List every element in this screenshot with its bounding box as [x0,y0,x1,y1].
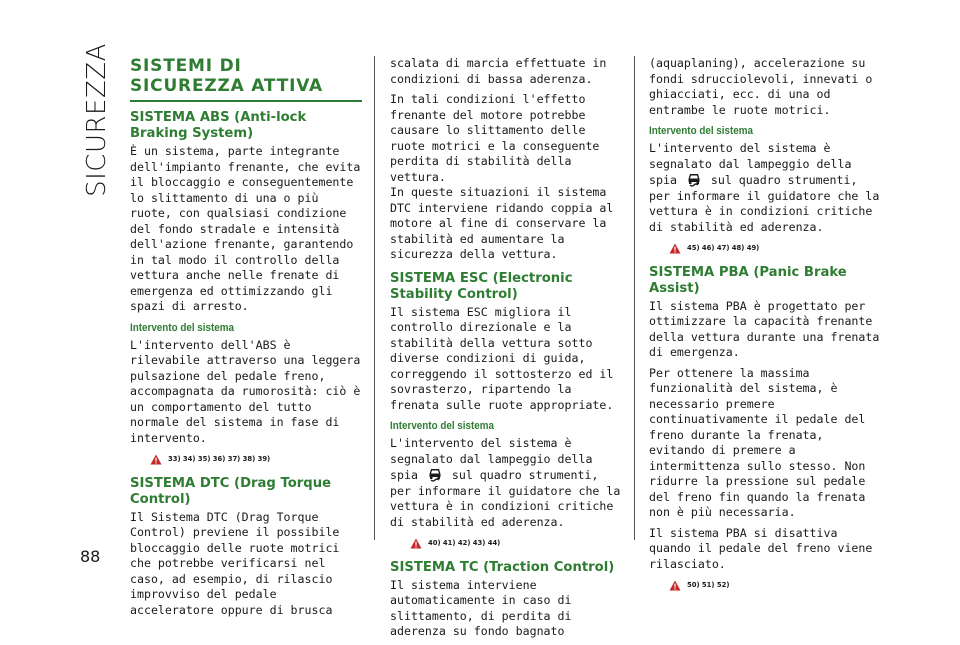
warning-note-abs [150,452,362,468]
skidding-car-warning-lamp-icon [687,172,701,188]
section-heading-tc: SISTEMA TC (Traction Control) [390,559,615,575]
pba-paragraph-3: Il sistema PBA si disattiva quando il pedale del freno viene rilasciato. [649,525,873,571]
section-heading-dtc: SISTEMA DTC (Drag Torque Control) [130,475,332,507]
pba-paragraph-1: Il sistema PBA è progettato per ottimizzare la capacità frenante della vettura durante una frenata di emergenza. [649,298,880,359]
dtc-paragraph: Il Sistema DTC (Drag Torque Control) previene il possibile bloccaggio delle ruote motrici che potrebbe verificarsi nel caso, ad esempio, di rilascio improvviso del pedale acceleratore oppure di brusca [130,509,340,617]
warning-references: 45) 46) 47) 48) 49) [687,244,760,252]
esc-intervention-text-b: sul quadro strumenti, per informare il guidatore che la vettura è in condizioni critiche di stabilità ed aderenza. [390,468,621,529]
column-divider [634,56,635,540]
warning-references: 50) 51) 52) [687,581,730,589]
warning-triangle-icon [150,454,162,465]
tc-paragraph-continued: (aquaplaning), accelerazione su fondi sdrucciolevoli, innevati o ghiacciati, ecc. di una od entrambe le ruote motrici. [649,56,873,117]
page-title: SISTEMI DI SICUREZZA ATTIVA [130,56,362,102]
warning-triangle-icon [669,580,681,591]
warning-triangle-icon [410,538,422,549]
dtc-paragraph-3: In queste situazioni il sistema DTC interviene ridando coppia al motore al fine di conservare la stabilità ed aumentare la sicurezza della vettura. [390,185,614,261]
warning-note-tc [669,241,885,257]
section-side-tab-label: SICUREZZA [82,43,113,197]
subheading-tc-intervention: Intervento del sistema [649,125,753,137]
warning-triangle-icon [669,243,681,254]
dtc-paragraph-2: In tali condizioni l'effetto frenante del motore potrebbe causare lo slittamento delle ruote motrici e la conseguente perdita di stabilità della vettura. [390,92,600,184]
esc-paragraph: Il sistema ESC migliora il controllo direzionale e la stabilità della vettura sotto diverse condizioni di guida, correggendo il sottosterzo ed il sovrasterzo, ripartendo la frenata sulle ruote appropriate. [390,304,614,412]
page-number: 88 [80,547,101,566]
skidding-car-warning-lamp-icon [428,467,442,483]
dtc-paragraph-continued: scalata di marcia effettuate in condizioni di bassa aderenza. [390,56,607,86]
tc-intervention-text-b: sul quadro strumenti, per informare il guidatore che la vettura è in condizioni critiche di stabilità ed aderenza. [649,173,880,234]
section-heading-esc: SISTEMA ESC (Electronic Stability Control) [390,270,573,302]
abs-paragraph: È un sistema, parte integrante dell'impianto frenante, che evita il bloccaggio e conseguentemente lo slittamento di una o più ruote, con qualsiasi condizione del fondo stradale e intensità dell'azione frenante, garantendo in tal modo il controllo della vettura anche nelle frenate di emergenza ed ottimizzando gli spazi di arresto. [130,144,361,313]
section-side-tab [82,43,113,197]
pba-paragraph-2: Per ottenere la massima funzionalità del sistema, è necessario premere continuativamente il pedale del freno durante la frenata, evitando di premere a intermittenza sullo stesso. Non ridurre la pressione sul pedale del freno fin quando la frenata non è più necessaria. [649,365,866,519]
text-column-1 [130,56,362,623]
esc-intervention-text-a: L'intervento del sistema è segnalato dal lampeggio della spia [390,436,593,482]
warning-references: 33) 34) 35) 36) 37) 38) 39) [168,455,271,463]
warning-note-pba [669,578,885,594]
subheading-abs-intervention: Intervento del sistema [130,321,234,334]
text-column-3 [649,56,885,602]
esc-intervention-paragraph [390,436,624,530]
column-divider [374,56,375,540]
tc-paragraph: Il sistema interviene automaticamente in caso di slittamento, di perdita di aderenza su fondo bagnato [390,577,572,638]
text-column-2 [390,56,624,645]
warning-note-esc [410,536,624,552]
section-heading-abs: SISTEMA ABS (Anti-lock Braking System) [130,110,307,141]
section-heading-pba: SISTEMA PBA (Panic Brake Assist) [649,264,847,296]
warning-references: 40) 41) 42) 43) 44) [428,539,501,547]
tc-intervention-text-a: L'intervento del sistema è segnalato dal lampeggio della spia [649,141,852,187]
abs-intervention-paragraph: L'intervento dell'ABS è rilevabile attraverso una leggera pulsazione del pedale freno, accompagnata da rumorosità: ciò è un comportamento del tutto normale del sistema in fase di intervento. [130,337,361,445]
tc-intervention-paragraph [649,141,885,235]
subheading-esc-intervention: Intervento del sistema [390,420,494,432]
